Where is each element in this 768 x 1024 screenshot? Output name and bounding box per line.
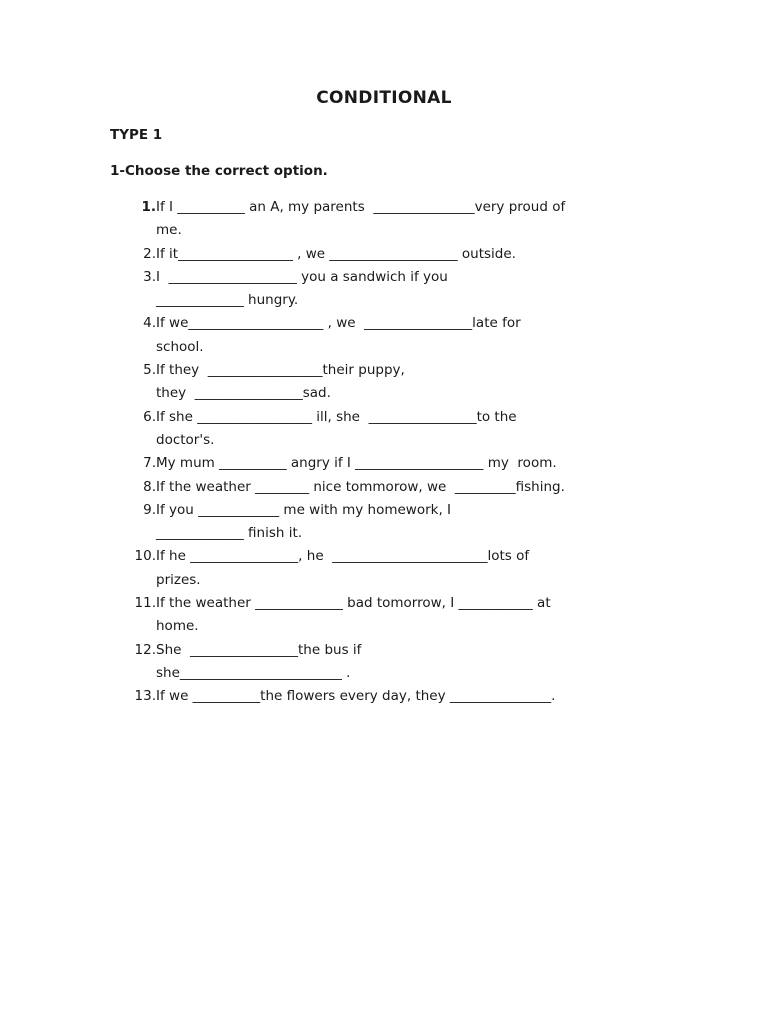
item-number: 1. xyxy=(141,199,156,215)
exercise-item-continuation xyxy=(126,336,666,359)
exercise-item-continuation xyxy=(126,289,666,312)
item-text: If we __________the flowers every day, they _______________. xyxy=(156,688,556,705)
exercise-item-continuation xyxy=(126,569,666,592)
item-text: _____________ hungry. xyxy=(156,292,299,309)
item-number: 4. xyxy=(143,315,156,332)
item-text: My mum __________ angry if I ___________________ my room. xyxy=(156,455,557,472)
item-number xyxy=(126,336,156,359)
exercise-item xyxy=(126,406,666,429)
exercise-item-continuation xyxy=(126,382,666,405)
exercise-item xyxy=(126,685,666,708)
item-number xyxy=(126,569,156,592)
item-text: she________________________ . xyxy=(156,664,351,681)
exercise-item-continuation xyxy=(126,429,666,452)
item-text: If they _________________their puppy, xyxy=(156,362,405,379)
item-text: prizes. xyxy=(156,571,201,588)
exercise-item xyxy=(126,243,666,266)
item-number xyxy=(126,429,156,452)
item-number xyxy=(126,289,156,312)
item-number: 3. xyxy=(143,268,156,285)
exercise-item xyxy=(126,592,666,615)
item-number: 10. xyxy=(134,548,156,565)
exercise-item-continuation xyxy=(126,219,666,242)
item-text: home. xyxy=(156,618,199,635)
item-number: 12. xyxy=(134,641,156,658)
item-number: 5. xyxy=(143,362,156,379)
item-number xyxy=(126,382,156,405)
item-text: If the weather ________ nice tommorow, we _________fishing. xyxy=(156,478,565,495)
type-heading: TYPE 1 xyxy=(110,127,163,143)
item-text: they ________________sad. xyxy=(156,385,331,402)
exercise-item xyxy=(126,639,666,662)
item-number: 13. xyxy=(134,688,156,705)
item-number xyxy=(126,662,156,685)
exercise-item xyxy=(126,476,666,499)
item-text: doctor's. xyxy=(156,431,215,448)
item-text: me. xyxy=(156,222,182,239)
item-number xyxy=(126,615,156,638)
item-number: 9. xyxy=(143,501,156,518)
exercise-item xyxy=(126,196,666,219)
exercise-item xyxy=(126,312,666,335)
exercise-item xyxy=(126,545,666,568)
page-title: CONDITIONAL xyxy=(316,88,452,108)
item-text: _____________ finish it. xyxy=(156,525,303,542)
instruction: 1-Choose the correct option. xyxy=(110,163,328,179)
item-number: 6. xyxy=(143,408,156,425)
exercise-list xyxy=(126,196,666,709)
item-number: 7. xyxy=(143,455,156,472)
item-text: If she _________________ ill, she ________________to the xyxy=(156,408,517,425)
item-number xyxy=(126,219,156,242)
item-text: If we____________________ , we ________________late for xyxy=(156,315,521,332)
item-text: If it_________________ , we ___________________ outside. xyxy=(156,245,516,262)
item-text: She ________________the bus if xyxy=(156,641,362,658)
item-text: If you ____________ me with my homework, I xyxy=(156,501,452,518)
item-text: I ___________________ you a sandwich if you xyxy=(156,268,448,285)
item-text: If he ________________, he _______________________lots of xyxy=(156,548,530,565)
exercise-item xyxy=(126,359,666,382)
exercise-item-continuation xyxy=(126,662,666,685)
item-text: If I __________ an A, my parents _______________very proud of xyxy=(156,199,566,215)
item-number xyxy=(126,522,156,545)
item-text: school. xyxy=(156,338,204,355)
item-number: 8. xyxy=(143,478,156,495)
exercise-item xyxy=(126,452,666,475)
exercise-item xyxy=(126,266,666,289)
item-number: 2. xyxy=(143,245,156,262)
exercise-item-continuation xyxy=(126,522,666,545)
item-text: If the weather _____________ bad tomorrow, I ___________ at xyxy=(156,595,551,612)
exercise-item xyxy=(126,499,666,522)
item-number: 11. xyxy=(134,595,156,612)
exercise-item-continuation xyxy=(126,615,666,638)
